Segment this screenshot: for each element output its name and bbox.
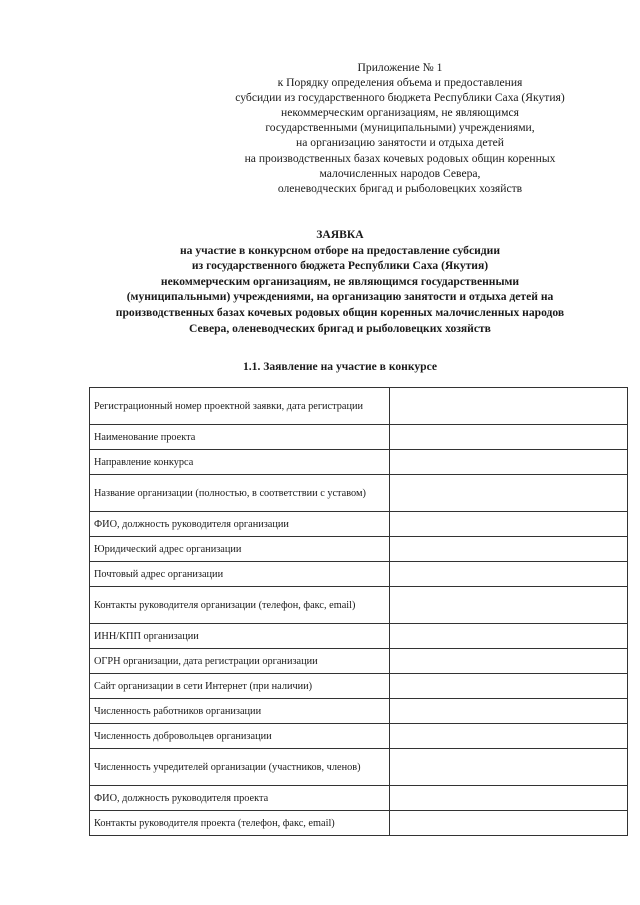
appendix-line: малочисленных народов Севера, xyxy=(319,166,481,180)
row-label: Наименование проекта xyxy=(90,425,390,450)
title-line: из государственного бюджета Республики Саха (Якутия) xyxy=(191,259,489,273)
row-label: ИНН/КПП организации xyxy=(90,624,390,649)
row-value-field[interactable] xyxy=(390,649,628,674)
table-row xyxy=(90,749,628,786)
row-label: Контакты руководителя организации (телефон, факс, email) xyxy=(90,587,390,624)
table-row xyxy=(90,587,628,624)
row-label: Почтовый адрес организации xyxy=(90,562,390,587)
row-label: Юридический адрес организации xyxy=(90,537,390,562)
row-label: ОГРН организации, дата регистрации организации xyxy=(90,649,390,674)
row-value-field[interactable] xyxy=(390,786,628,811)
row-label: ФИО, должность руководителя проекта xyxy=(90,786,390,811)
row-value-field[interactable] xyxy=(390,562,628,587)
row-label: Численность добровольцев организации xyxy=(90,724,390,749)
table-row xyxy=(90,475,628,512)
row-label: ФИО, должность руководителя организации xyxy=(90,512,390,537)
row-value-field[interactable] xyxy=(390,674,628,699)
row-value-field[interactable] xyxy=(390,699,628,724)
row-value-field[interactable] xyxy=(390,512,628,537)
row-value-field[interactable] xyxy=(390,724,628,749)
row-label: Направление конкурса xyxy=(90,450,390,475)
table-row xyxy=(90,699,628,724)
table-row xyxy=(90,649,628,674)
row-value-field[interactable] xyxy=(390,624,628,649)
row-label: Численность учредителей организации (участников, членов) xyxy=(90,749,390,786)
title-line: некоммерческим организациям, не являющимся государственными xyxy=(160,274,520,288)
row-value-field[interactable] xyxy=(390,388,628,425)
application-form-table xyxy=(89,387,628,836)
title-line: (муниципальными) учреждениями, на организацию занятости и отдыха детей на xyxy=(126,290,554,304)
row-value-field[interactable] xyxy=(390,749,628,786)
row-label: Численность работников организации xyxy=(90,699,390,724)
title-line: Севера, оленеводческих бригад и рыболовецких хозяйств xyxy=(189,321,491,335)
document-title xyxy=(40,227,640,336)
table-row xyxy=(90,674,628,699)
table-row xyxy=(90,811,628,836)
table-row xyxy=(90,388,628,425)
row-label: Название организации (полностью, в соответствии с уставом) xyxy=(90,475,390,512)
appendix-header xyxy=(210,60,590,196)
table-row xyxy=(90,512,628,537)
row-value-field[interactable] xyxy=(390,811,628,836)
row-value-field[interactable] xyxy=(390,425,628,450)
appendix-line: к Порядку определения объема и предоставления xyxy=(277,76,523,90)
table-row xyxy=(90,425,628,450)
appendix-line: Приложение № 1 xyxy=(357,61,443,74)
row-value-field[interactable] xyxy=(390,475,628,512)
title-line: ЗАЯВКА xyxy=(316,228,364,241)
table-row xyxy=(90,786,628,811)
appendix-line: на производственных базах кочевых родовых общин коренных xyxy=(244,151,556,165)
table-row xyxy=(90,562,628,587)
row-label: Сайт организации в сети Интернет (при наличии) xyxy=(90,674,390,699)
row-value-field[interactable] xyxy=(390,537,628,562)
appendix-line: государственными (муниципальными) учреждениями, xyxy=(265,121,535,135)
section-title: 1.1. Заявление на участие в конкурсе xyxy=(242,360,438,373)
row-label: Контакты руководителя проекта (телефон, факс, email) xyxy=(90,811,390,836)
title-line: на участие в конкурсном отборе на предоставление субсидии xyxy=(179,243,501,257)
appendix-line: на организацию занятости и отдыха детей xyxy=(296,136,504,150)
table-row xyxy=(90,450,628,475)
row-value-field[interactable] xyxy=(390,587,628,624)
row-label: Регистрационный номер проектной заявки, дата регистрации xyxy=(90,388,390,425)
appendix-line: некоммерческим организациям, не являющимся xyxy=(281,106,519,120)
table-row xyxy=(90,724,628,749)
appendix-line: субсидии из государственного бюджета Республики Саха (Якутия) xyxy=(235,91,565,105)
row-value-field[interactable] xyxy=(390,450,628,475)
title-line: производственных базах кочевых родовых общин коренных малочисленных народов xyxy=(115,305,565,319)
table-row xyxy=(90,537,628,562)
appendix-line: оленеводческих бригад и рыболовецких хозяйств xyxy=(277,181,523,195)
table-row xyxy=(90,624,628,649)
